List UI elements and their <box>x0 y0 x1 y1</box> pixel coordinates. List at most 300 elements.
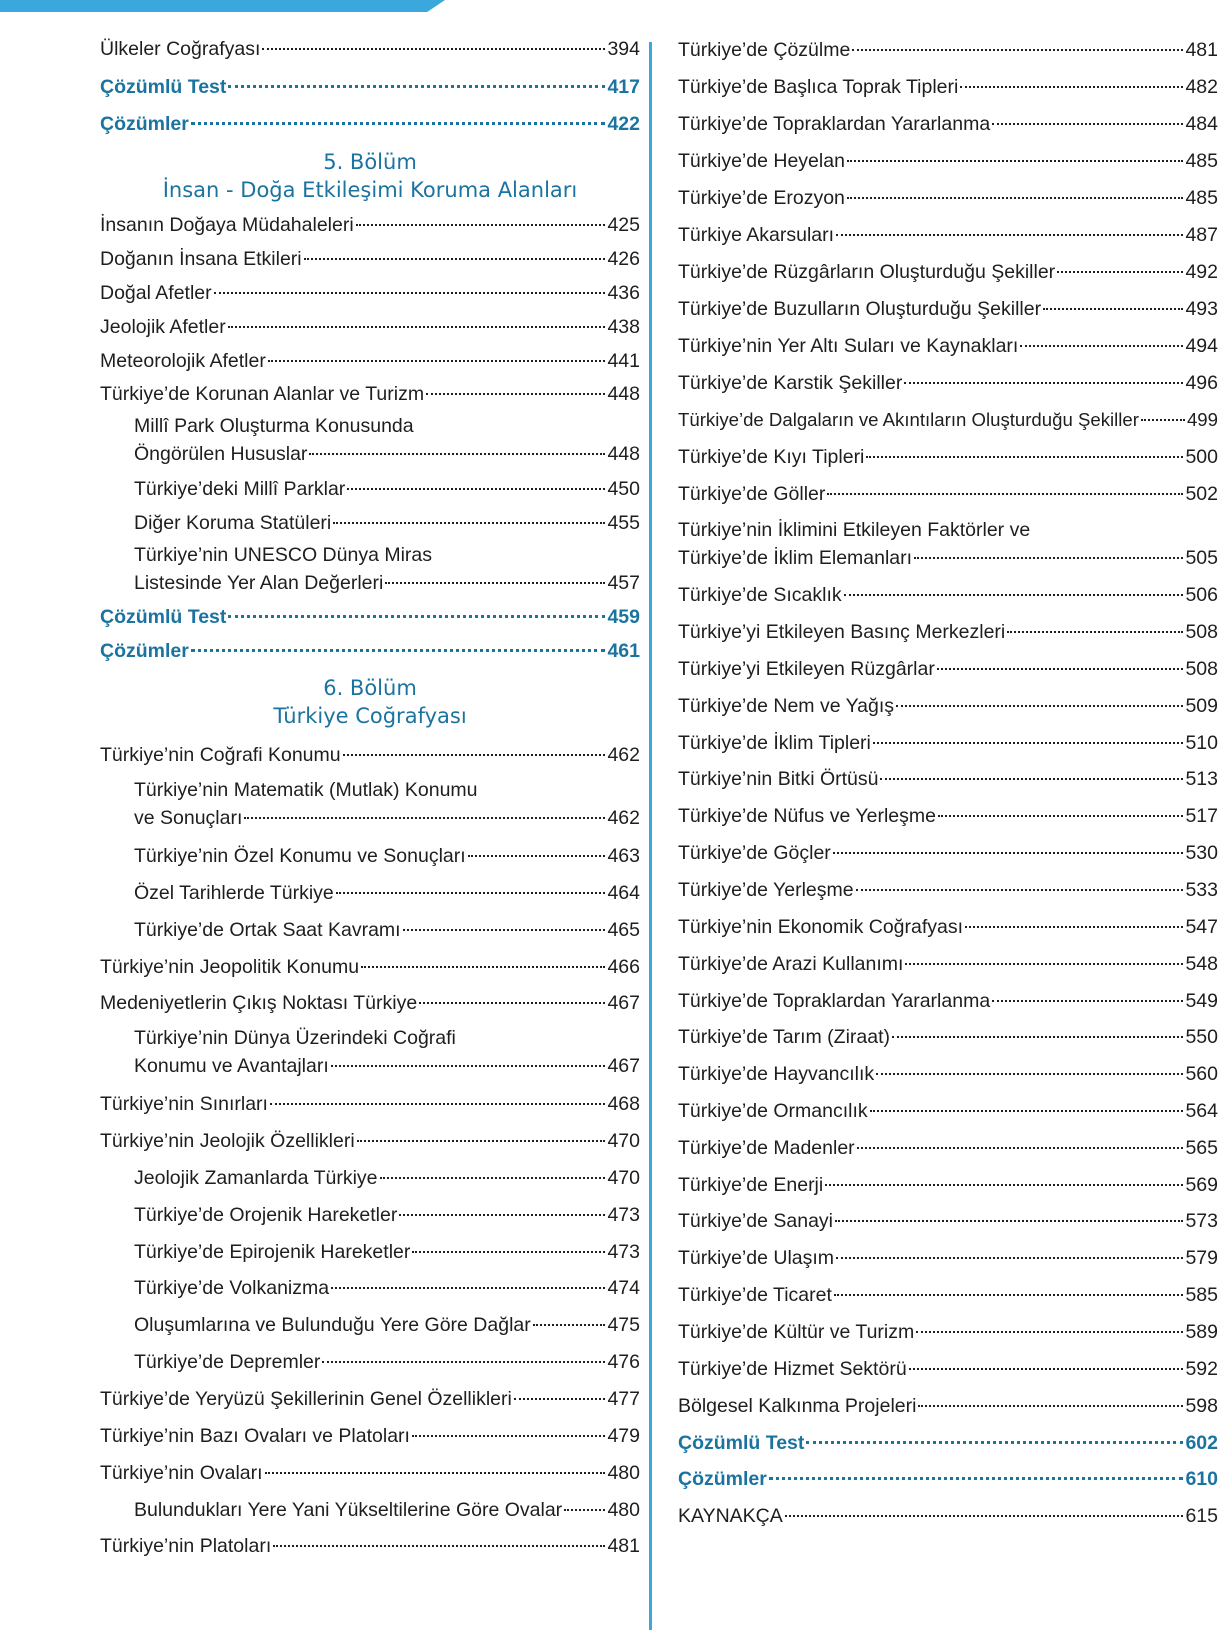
toc-entry-page: 468 <box>607 1093 640 1115</box>
toc-entry-page: 448 <box>607 383 640 405</box>
toc-entry-title: Türkiye’nin Platoları <box>100 1535 272 1557</box>
toc-entry[interactable] <box>100 1386 640 1412</box>
toc-entry-page: 436 <box>607 282 640 304</box>
toc-entry-solved-test[interactable] <box>100 604 640 630</box>
toc-subentry[interactable] <box>134 1312 640 1338</box>
toc-entry-title: Türkiye’de Epirojenik Hareketler <box>134 1241 411 1263</box>
dot-leader <box>856 889 1184 891</box>
toc-entry[interactable] <box>678 1098 1218 1124</box>
toc-subentry[interactable] <box>134 1239 640 1265</box>
toc-entry-page: 610 <box>1185 1468 1218 1490</box>
dot-leader <box>347 488 605 490</box>
toc-entry-title: Türkiye’de Ortak Saat Kavramı <box>134 919 401 941</box>
dot-leader <box>1141 419 1185 421</box>
toc-entry-page: 493 <box>1185 298 1218 320</box>
toc-entry[interactable] <box>678 296 1218 322</box>
toc-entry[interactable] <box>678 74 1218 100</box>
toc-entry-page: 470 <box>607 1167 640 1189</box>
dot-leader <box>835 1220 1183 1222</box>
toc-entry-title: Türkiye’de Enerji <box>678 1174 824 1196</box>
toc-entry-title: Özel Tarihlerde Türkiye <box>134 882 334 904</box>
toc-entry-title: Türkiye’de Nüfus ve Yerleşme <box>678 805 936 827</box>
toc-subentry[interactable] <box>134 510 640 536</box>
dot-leader <box>892 1036 1183 1038</box>
toc-entry-page: 476 <box>607 1351 640 1373</box>
toc-entry-page: 502 <box>1185 483 1218 505</box>
dot-leader <box>336 892 606 894</box>
toc-entry-title-line1: Türkiye’nin İklimini Etkileyen Faktörler ve <box>678 519 1031 541</box>
toc-entry-title: Türkiye’de Kültür ve Turizm <box>678 1321 915 1343</box>
dot-leader <box>825 1184 1183 1186</box>
dot-leader <box>356 224 606 226</box>
toc-entry[interactable] <box>678 766 1218 792</box>
toc-entry-title: KAYNAKÇA <box>678 1505 783 1527</box>
toc-entry-page: 509 <box>1185 695 1218 717</box>
toc-entry-page: 550 <box>1185 1026 1218 1048</box>
toc-entry-page: 510 <box>1185 732 1218 754</box>
toc-entry-title: Çözümler <box>678 1468 767 1490</box>
toc-subentry[interactable] <box>134 843 640 869</box>
toc-entry[interactable] <box>678 148 1218 174</box>
dot-leader <box>1020 345 1183 347</box>
toc-entry-page: 438 <box>607 316 640 338</box>
dot-leader <box>827 493 1183 495</box>
toc-entry-title: Türkiye’nin Yer Altı Suları ve Kaynakları <box>678 335 1019 357</box>
toc-entry[interactable] <box>678 1319 1218 1345</box>
toc-entry-title: Türkiye’de Sıcaklık <box>678 584 842 606</box>
toc-subentry[interactable] <box>134 1497 640 1523</box>
toc-entry-page: 473 <box>607 1241 640 1263</box>
toc-entry-page: 481 <box>607 1535 640 1557</box>
toc-entry-title-line1: Türkiye’nin UNESCO Dünya Miras <box>134 544 432 566</box>
toc-entry-page: 459 <box>607 606 640 628</box>
toc-entry-page: 517 <box>1185 805 1218 827</box>
toc-entry-title-line2: Türkiye’de İklim Elemanları <box>678 547 913 569</box>
toc-entry-title: Türkiye’nin Jeopolitik Konumu <box>100 956 360 978</box>
toc-entry-page: 482 <box>1185 76 1218 98</box>
toc-entry-title: Jeolojik Afetler <box>100 316 226 338</box>
toc-entry[interactable] <box>678 111 1218 137</box>
toc-entry[interactable] <box>678 1208 1218 1234</box>
toc-entry-page: 506 <box>1185 584 1218 606</box>
dot-leader <box>904 382 1183 384</box>
toc-entry[interactable] <box>678 1061 1218 1087</box>
toc-entry-page: 513 <box>1185 768 1218 790</box>
toc-entry[interactable] <box>678 1356 1218 1382</box>
dot-leader <box>333 522 605 524</box>
toc-entry[interactable] <box>678 582 1218 608</box>
toc-entry[interactable] <box>678 656 1218 682</box>
toc-entry-multiline[interactable] <box>134 1024 640 1080</box>
toc-entry-title: Türkiye’de Tarım (Ziraat) <box>678 1026 891 1048</box>
dot-leader <box>228 85 605 88</box>
dot-leader <box>847 160 1184 162</box>
toc-entry-page: 569 <box>1185 1174 1218 1196</box>
toc-entry-title: Türkiye’de Rüzgârların Oluşturduğu Şekiller <box>678 261 1056 283</box>
toc-entry-title: Bulundukları Yere Yani Yükseltilerine Göre Ovalar <box>134 1499 563 1521</box>
dot-leader <box>361 966 605 968</box>
toc-entry-page: 466 <box>607 956 640 978</box>
toc-entry-title: Jeolojik Zamanlarda Türkiye <box>134 1167 378 1189</box>
toc-entry-page: 467 <box>607 992 640 1014</box>
dot-leader <box>343 754 606 756</box>
toc-entry-title: Türkiye’de Kıyı Tipleri <box>678 446 865 468</box>
toc-entry-title: Türkiye’de Göçler <box>678 842 831 864</box>
toc-entry-page: 485 <box>1185 187 1218 209</box>
dot-leader <box>403 929 606 931</box>
toc-subentry[interactable] <box>134 880 640 906</box>
dot-leader <box>880 778 1183 780</box>
toc-entry-page: 425 <box>607 214 640 236</box>
toc-entry-page: 484 <box>1185 113 1218 135</box>
toc-subentry[interactable] <box>134 917 640 943</box>
toc-entry[interactable] <box>100 1460 640 1486</box>
toc-entry-page: 592 <box>1185 1358 1218 1380</box>
toc-entry-page: 450 <box>607 478 640 500</box>
toc-entry-title-line2: ve Sonuçları <box>134 807 243 829</box>
toc-entry-title-line2: Listesinde Yer Alan Değerleri <box>134 572 384 594</box>
toc-entry[interactable] <box>678 840 1218 866</box>
dot-leader <box>191 122 606 125</box>
toc-entry-title: Türkiye’deki Millî Parklar <box>134 478 346 500</box>
dot-leader <box>836 234 1183 236</box>
toc-entry-page: 455 <box>607 512 640 534</box>
toc-entry-page: 481 <box>1185 39 1218 61</box>
toc-entry-title: Türkiye’de Erozyon <box>678 187 845 209</box>
toc-entry-title: Türkiye’de Topraklardan Yararlanma <box>678 990 991 1012</box>
dot-leader <box>270 1103 605 1105</box>
toc-entry-title-line1: Türkiye’nin Matematik (Mutlak) Konumu <box>134 779 478 801</box>
toc-entry-title: Türkiye’de Göller <box>678 483 826 505</box>
toc-entry-solved-test[interactable] <box>678 1430 1218 1456</box>
dot-leader <box>905 963 1183 965</box>
toc-entry-title: Türkiye’nin Ovaları <box>100 1462 263 1484</box>
toc-entry[interactable] <box>678 481 1218 507</box>
dot-leader <box>914 557 1183 559</box>
toc-entry-page: 615 <box>1185 1505 1218 1527</box>
toc-entry-page: 448 <box>607 443 640 465</box>
toc-entry-title: Çözümlü Test <box>100 76 227 98</box>
dot-leader <box>806 1441 1183 1444</box>
toc-entry[interactable] <box>678 693 1218 719</box>
toc-entry-page: 564 <box>1185 1100 1218 1122</box>
toc-entry-multiline[interactable] <box>134 541 640 597</box>
toc-entry-multiline[interactable] <box>678 516 1218 572</box>
dot-leader <box>836 1257 1183 1259</box>
dot-leader <box>857 1147 1184 1149</box>
toc-entry[interactable] <box>678 988 1218 1014</box>
toc-entry-title: Çözümler <box>100 640 189 662</box>
toc-entry-title: Türkiye’de Dalgaların ve Akıntıların Oluşturduğu Şekiller <box>678 409 1139 430</box>
toc-entry-title: Türkiye’nin Ekonomik Coğrafyası <box>678 916 964 938</box>
dot-leader <box>852 49 1183 51</box>
dot-leader <box>322 1361 605 1363</box>
toc-subentry[interactable] <box>134 1165 640 1191</box>
toc-entry-title: Türkiye Akarsuları <box>678 224 835 246</box>
toc-entry-title: Türkiye’yi Etkileyen Basınç Merkezleri <box>678 621 1006 643</box>
dot-leader <box>896 705 1183 707</box>
toc-entry-page: 462 <box>607 744 640 766</box>
toc-subentry[interactable] <box>134 476 640 502</box>
dot-leader <box>214 292 606 294</box>
dot-leader <box>304 258 606 260</box>
toc-subentry[interactable] <box>134 1202 640 1228</box>
toc-entry[interactable] <box>100 990 640 1016</box>
toc-entry-page: 508 <box>1185 621 1218 643</box>
toc-entry-title: Türkiye’de Heyelan <box>678 150 845 172</box>
toc-entry-title: İnsanın Doğaya Müdahaleleri <box>100 214 354 236</box>
dot-leader <box>244 817 605 819</box>
dot-leader <box>876 1073 1183 1075</box>
toc-entry-title: Türkiye’de Karstik Şekiller <box>678 372 903 394</box>
toc-entry-page: 480 <box>607 1462 640 1484</box>
toc-entry-title: Bölgesel Kalkınma Projeleri <box>678 1395 917 1417</box>
toc-entry-title: Türkiye’nin Coğrafi Konumu <box>100 744 341 766</box>
toc-entry-title: Türkiye’de Hizmet Sektörü <box>678 1358 907 1380</box>
toc-entry-page: 598 <box>1185 1395 1218 1417</box>
dot-leader <box>992 1000 1183 1002</box>
dot-leader <box>965 926 1183 928</box>
toc-entry-page: 461 <box>607 640 640 662</box>
toc-entry-page: 549 <box>1185 990 1218 1012</box>
toc-entry-title: Çözümlü Test <box>678 1432 805 1454</box>
dot-leader <box>909 1368 1184 1370</box>
toc-entry-page: 589 <box>1185 1321 1218 1343</box>
toc-entry-page: 500 <box>1185 446 1218 468</box>
dot-leader <box>412 1435 606 1437</box>
dot-leader <box>847 197 1184 199</box>
toc-entry[interactable] <box>678 333 1218 359</box>
toc-entry[interactable] <box>678 37 1218 63</box>
toc-entry[interactable] <box>100 1128 640 1154</box>
toc-entry-solutions[interactable] <box>100 638 640 664</box>
dot-leader <box>191 649 606 652</box>
dot-leader <box>265 1472 606 1474</box>
toc-entry-page: 477 <box>607 1388 640 1410</box>
dot-leader <box>960 86 1183 88</box>
toc-entry[interactable] <box>678 1282 1218 1308</box>
toc-entry-page: 457 <box>607 572 640 594</box>
toc-entry[interactable] <box>678 1393 1218 1419</box>
dot-leader <box>785 1515 1184 1517</box>
dot-leader <box>514 1398 606 1400</box>
toc-entry[interactable] <box>100 742 640 768</box>
section-title: İnsan - Doğa Etkileşimi Koruma Alanları <box>162 178 578 202</box>
dot-leader <box>412 1251 605 1253</box>
toc-entry-title: Diğer Koruma Statüleri <box>134 512 332 534</box>
toc-entry-page: 585 <box>1185 1284 1218 1306</box>
toc-entry[interactable] <box>678 803 1218 829</box>
toc-entry-title-line1: Millî Park Oluşturma Konusunda <box>134 415 414 437</box>
toc-entry-title: Türkiye’de Depremler <box>134 1351 321 1373</box>
toc-entry-page: 441 <box>607 350 640 372</box>
toc-entry-title: Türkiye’de Buzulların Oluşturduğu Şekiller <box>678 298 1042 320</box>
toc-entry-page: 508 <box>1185 658 1218 680</box>
dot-leader <box>228 326 606 328</box>
dot-leader <box>833 852 1184 854</box>
toc-entry[interactable] <box>100 314 640 340</box>
toc-entry-page: 602 <box>1185 1432 1218 1454</box>
toc-entry[interactable] <box>100 36 640 62</box>
dot-leader <box>268 360 606 362</box>
toc-entry-page: 464 <box>607 882 640 904</box>
toc-entry-title: Türkiye’nin Bitki Örtüsü <box>678 768 879 790</box>
toc-entry-multiline[interactable] <box>134 776 640 832</box>
dot-leader <box>918 1405 1183 1407</box>
toc-entry-title: Türkiye’de Yeryüzü Şekillerinin Genel Özellikleri <box>100 1388 512 1410</box>
toc-entry[interactable] <box>678 222 1218 248</box>
toc-entry[interactable] <box>100 246 640 272</box>
toc-entry-solved-test[interactable] <box>100 74 640 100</box>
toc-entry-title: Türkiye’de İklim Tipleri <box>678 732 871 754</box>
toc-entry[interactable] <box>678 730 1218 756</box>
toc-entry-page: 479 <box>607 1425 640 1447</box>
dot-leader <box>468 855 606 857</box>
toc-entry-title: Doğal Afetler <box>100 282 212 304</box>
toc-entry[interactable] <box>100 212 640 238</box>
dot-leader <box>937 668 1184 670</box>
toc-entry-title: Türkiye’de Nem ve Yağış <box>678 695 895 717</box>
toc-entry-multiline[interactable] <box>134 412 640 468</box>
toc-entry[interactable] <box>678 1024 1218 1050</box>
toc-entry[interactable] <box>100 954 640 980</box>
toc-entry-page: 417 <box>607 76 640 98</box>
dot-leader <box>262 48 605 50</box>
dot-leader <box>938 815 1183 817</box>
toc-entry-page: 548 <box>1185 953 1218 975</box>
toc-subentry[interactable] <box>134 1349 640 1375</box>
dot-leader <box>1057 271 1183 273</box>
toc-entry[interactable] <box>100 1091 640 1117</box>
toc-entry[interactable] <box>100 1533 640 1559</box>
toc-entry-title: Oluşumlarına ve Bulunduğu Yere Göre Dağlar <box>134 1314 531 1336</box>
toc-entry-page: 530 <box>1185 842 1218 864</box>
dot-leader <box>564 1509 605 1511</box>
toc-entry[interactable] <box>678 259 1218 285</box>
dot-leader <box>331 1287 605 1289</box>
toc-entry[interactable] <box>678 877 1218 903</box>
toc-entry-page: 473 <box>607 1204 640 1226</box>
toc-entry[interactable] <box>100 1423 640 1449</box>
toc-entry-title: Türkiye’de Madenler <box>678 1137 855 1159</box>
toc-entry[interactable] <box>678 444 1218 470</box>
toc-entry[interactable] <box>678 1172 1218 1198</box>
toc-entry-title: Türkiye’de Arazi Kullanımı <box>678 953 904 975</box>
toc-entry-page: 467 <box>607 1055 640 1077</box>
dot-leader <box>228 615 605 618</box>
toc-entry[interactable] <box>678 185 1218 211</box>
section-heading-6 <box>100 674 640 730</box>
toc-entry-page: 487 <box>1185 224 1218 246</box>
section-heading-5 <box>100 148 640 204</box>
dot-leader <box>844 594 1184 596</box>
dot-leader <box>331 1065 606 1067</box>
toc-entry-title: Türkiye’de Korunan Alanlar ve Turizm <box>100 383 425 405</box>
toc-entry-title: Türkiye’de Orojenik Hareketler <box>134 1204 398 1226</box>
toc-entry[interactable] <box>678 619 1218 645</box>
toc-entry-title: Türkiye’de Hayvancılık <box>678 1063 875 1085</box>
toc-entry[interactable] <box>678 914 1218 940</box>
toc-entry-title: Türkiye’de Çözülme <box>678 39 851 61</box>
dot-leader <box>1007 631 1183 633</box>
toc-entry-solutions[interactable] <box>100 111 640 137</box>
column-divider <box>649 42 652 1630</box>
toc-entry-page: 533 <box>1185 879 1218 901</box>
toc-entry-page: 496 <box>1185 372 1218 394</box>
dot-leader <box>309 453 605 455</box>
toc-subentry[interactable] <box>134 1275 640 1301</box>
dot-leader <box>834 1294 1184 1296</box>
toc-entry-title: Türkiye’nin Özel Konumu ve Sonuçları <box>134 845 466 867</box>
dot-leader <box>533 1324 606 1326</box>
toc-entry-title: Türkiye’de Sanayi <box>678 1210 833 1232</box>
toc-entry-title: Türkiye’nin Jeolojik Özellikleri <box>100 1130 355 1152</box>
toc-entry-page: 474 <box>607 1277 640 1299</box>
toc-entry-title-line2: Öngörülen Hususlar <box>134 443 308 465</box>
dot-leader <box>769 1477 1184 1480</box>
dot-leader <box>916 1331 1183 1333</box>
toc-entry-page: 485 <box>1185 150 1218 172</box>
toc-entry-title: Türkiye’de Ormancılık <box>678 1100 868 1122</box>
section-title: Türkiye Coğrafyası <box>273 704 467 728</box>
toc-entry-page: 579 <box>1185 1247 1218 1269</box>
toc-entry-bibliography[interactable] <box>678 1503 1218 1529</box>
toc-entry[interactable] <box>678 407 1218 433</box>
toc-entry-title: Türkiye’de Ulaşım <box>678 1247 835 1269</box>
toc-entry-title: Türkiye’de Yerleşme <box>678 879 854 901</box>
dot-leader <box>273 1545 605 1547</box>
toc-entry[interactable] <box>100 348 640 374</box>
toc-entry-title: Ülkeler Coğrafyası <box>100 38 261 60</box>
toc-entry-page: 462 <box>607 807 640 829</box>
toc-entry-title: Çözümler <box>100 113 189 135</box>
dot-leader <box>992 123 1183 125</box>
toc-entry[interactable] <box>100 280 640 306</box>
dot-leader <box>399 1214 605 1216</box>
toc-entry-page: 463 <box>607 845 640 867</box>
dot-leader <box>426 393 605 395</box>
toc-entry-page: 494 <box>1185 335 1218 357</box>
toc-entry-page: 475 <box>607 1314 640 1336</box>
toc-entry[interactable] <box>678 1245 1218 1271</box>
toc-entry-page: 480 <box>607 1499 640 1521</box>
toc-entry[interactable] <box>678 1135 1218 1161</box>
dot-leader <box>385 582 605 584</box>
toc-entry-page: 426 <box>607 248 640 270</box>
toc-entry[interactable] <box>678 951 1218 977</box>
toc-entry-page: 394 <box>607 38 640 60</box>
toc-entry-page: 499 <box>1186 409 1218 430</box>
toc-entry-title: Doğanın İnsana Etkileri <box>100 248 302 270</box>
toc-entry-page: 565 <box>1185 1137 1218 1159</box>
toc-entry-page: 422 <box>607 113 640 135</box>
toc-entry-page: 547 <box>1185 916 1218 938</box>
toc-entry-solutions[interactable] <box>678 1466 1218 1492</box>
top-accent-bar <box>0 0 445 12</box>
toc-entry[interactable] <box>678 370 1218 396</box>
toc-entry-title: Çözümlü Test <box>100 606 227 628</box>
dot-leader <box>357 1140 606 1142</box>
toc-entry-title: Türkiye’de Başlıca Toprak Tipleri <box>678 76 959 98</box>
toc-entry-title: Türkiye’nin Bazı Ovaları ve Platoları <box>100 1425 410 1447</box>
toc-entry-title: Türkiye’nin Sınırları <box>100 1093 268 1115</box>
toc-entry[interactable] <box>100 381 640 407</box>
toc-entry-title-line2: Konumu ve Avantajları <box>134 1055 329 1077</box>
toc-entry-page: 505 <box>1185 547 1218 569</box>
toc-entry-title: Türkiye’de Volkanizma <box>134 1277 330 1299</box>
dot-leader <box>873 742 1184 744</box>
toc-entry-page: 465 <box>607 919 640 941</box>
